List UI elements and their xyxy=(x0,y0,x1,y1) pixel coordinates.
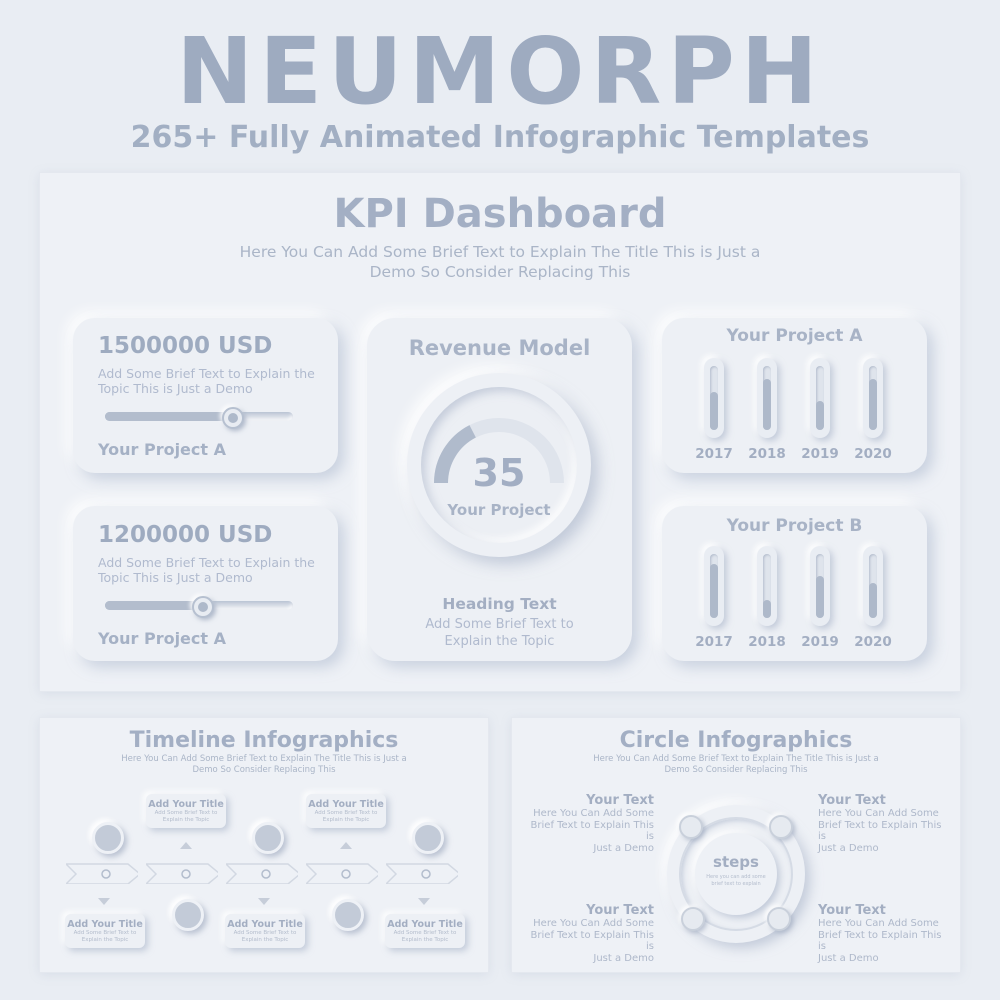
circle-title: Circle Infographics xyxy=(619,728,853,753)
gauge-outer-ring xyxy=(407,373,591,557)
timeline-pointer-5 xyxy=(418,898,430,905)
kpi-description-1: Here You Can Add Some Brief Text to Explain The Title This is Just a xyxy=(239,243,761,261)
kpi-card-2-desc-2: Topic This is Just a Demo xyxy=(98,570,253,585)
kpi-card-1-slider[interactable] xyxy=(105,412,293,421)
timeline-box-desc: Explain the Topic xyxy=(401,937,449,943)
timeline-arrow-5 xyxy=(386,862,458,884)
kpi-card-1-value: 1500000 USD xyxy=(98,333,273,359)
kpi-card-2-slider-fill xyxy=(105,601,203,610)
kpi-card-1-slider-fill xyxy=(105,412,233,421)
kpi-card-2 xyxy=(73,506,338,661)
timeline-box-5 xyxy=(385,914,465,948)
bar-fill-2019 xyxy=(816,576,824,618)
timeline-arrow-3 xyxy=(226,862,298,884)
timeline-box-desc: Add Some Brief Text to xyxy=(233,930,297,936)
circle-text-item-3 xyxy=(520,903,654,964)
main-subtitle: 265+ Fully Animated Infographic Templates xyxy=(130,120,870,155)
bar-year-label: 2020 xyxy=(854,634,892,650)
kpi-dashboard-slide xyxy=(40,173,960,691)
bar-track xyxy=(816,366,824,430)
bar-track xyxy=(816,554,824,618)
circle-item-title: Your Text xyxy=(586,793,654,808)
kpi-card-1-desc-1: Add Some Brief Text to Explain the xyxy=(98,366,315,381)
bar-slot-2018 xyxy=(757,546,777,626)
timeline-pointer-3 xyxy=(98,898,110,905)
timeline-dot-bottom-1 xyxy=(172,899,204,931)
circle-text-item-2 xyxy=(818,793,952,854)
bar-track xyxy=(763,554,771,618)
timeline-pointer-1 xyxy=(180,842,192,849)
timeline-dot-top-2 xyxy=(252,822,284,854)
circle-inner xyxy=(695,833,777,915)
kpi-title: KPI Dashboard xyxy=(333,191,667,237)
revenue-desc-2: Explain the Topic xyxy=(444,634,555,649)
circle-item-text: Just a Demo xyxy=(818,952,879,964)
circle-outer-ring xyxy=(667,805,805,943)
timeline-box-desc: Explain the Topic xyxy=(322,817,370,823)
circle-item-text: Just a Demo xyxy=(593,952,654,964)
kpi-card-1 xyxy=(73,318,338,473)
orbit-dot-bottom-left xyxy=(681,907,705,931)
circle-item-text: Brief Text to Explain This is xyxy=(818,929,942,952)
bar-fill-2020 xyxy=(869,379,877,430)
timeline-box-title: Add Your Title xyxy=(308,799,384,810)
circle-desc-2: Demo So Consider Replacing This xyxy=(664,765,808,775)
circle-desc-1: Here You Can Add Some Brief Text to Explain The Title This is Just a xyxy=(593,754,879,764)
bar-slot-2019 xyxy=(810,546,830,626)
timeline-box-title: Add Your Title xyxy=(148,799,224,810)
timeline-box-title: Add Your Title xyxy=(227,919,303,930)
bar-fill-2017 xyxy=(710,392,718,430)
revenue-heading: Heading Text xyxy=(442,595,557,613)
timeline-desc-2: Demo So Consider Replacing This xyxy=(192,765,336,775)
kpi-card-2-slider[interactable] xyxy=(105,601,293,610)
bar-fill-2019 xyxy=(816,401,824,430)
bar-slot-2017 xyxy=(704,358,724,438)
bar-card-a-title: Your Project A xyxy=(726,326,863,346)
timeline-box-3 xyxy=(65,914,145,948)
timeline-box-desc: Explain the Topic xyxy=(162,817,210,823)
timeline-desc-1: Here You Can Add Some Brief Text to Explain The Title This is Just a xyxy=(121,754,407,764)
timeline-arrow-1 xyxy=(66,862,138,884)
bar-slot-2019 xyxy=(810,358,830,438)
circle-item-text: Brief Text to Explain This is xyxy=(530,819,654,842)
circle-item-title: Your Text xyxy=(586,903,654,918)
timeline-box-desc: Add Some Brief Text to xyxy=(154,810,218,816)
orbit-dot-top-right xyxy=(769,815,793,839)
orbit-dot-bottom-right xyxy=(767,907,791,931)
bar-slot-2017 xyxy=(704,546,724,626)
timeline-pointer-2 xyxy=(340,842,352,849)
timeline-pointer-4 xyxy=(258,898,270,905)
timeline-box-desc: Add Some Brief Text to xyxy=(73,930,137,936)
kpi-card-2-slider-knob[interactable] xyxy=(192,596,214,618)
bar-fill-2020 xyxy=(869,583,877,618)
bar-track xyxy=(710,554,718,618)
bar-slot-2018 xyxy=(757,358,777,438)
timeline-arrow-2 xyxy=(146,862,218,884)
orbit-dot-top-left xyxy=(679,815,703,839)
bar-slot-2020 xyxy=(863,358,883,438)
kpi-card-1-label: Your Project A xyxy=(98,440,226,459)
bar-year-label: 2017 xyxy=(695,634,733,650)
circle-center-label: steps xyxy=(713,853,759,871)
bar-year-label: 2017 xyxy=(695,446,733,462)
bar-card-project-a xyxy=(662,318,927,473)
bar-track xyxy=(710,366,718,430)
timeline-dot-top-3 xyxy=(412,822,444,854)
kpi-card-1-desc-2: Topic This is Just a Demo xyxy=(98,381,253,396)
circle-item-title: Your Text xyxy=(818,903,886,918)
circle-item-text: Just a Demo xyxy=(593,842,654,854)
timeline-slide xyxy=(40,718,488,972)
bar-card-b-title: Your Project B xyxy=(726,516,863,536)
timeline-box-desc: Add Some Brief Text to xyxy=(393,930,457,936)
timeline-box-desc: Explain the Topic xyxy=(241,937,289,943)
timeline-title: Timeline Infographics xyxy=(129,728,399,753)
bar-year-label: 2020 xyxy=(854,446,892,462)
bar-track xyxy=(763,366,771,430)
bar-year-label: 2019 xyxy=(801,634,839,650)
circle-text-item-4 xyxy=(818,903,952,964)
circle-item-text: Here You Can Add Some xyxy=(533,808,654,819)
timeline-box-4 xyxy=(225,914,305,948)
timeline-box-title: Add Your Title xyxy=(67,919,143,930)
kpi-card-2-value: 1200000 USD xyxy=(98,522,273,548)
gauge-value: 35 xyxy=(472,451,526,495)
timeline-dot-top-1 xyxy=(92,822,124,854)
gauge-label: Your Project xyxy=(447,501,551,519)
timeline-arrow-4 xyxy=(306,862,378,884)
timeline-box-1 xyxy=(146,794,226,828)
timeline-box-desc: Add Some Brief Text to xyxy=(314,810,378,816)
revenue-model-card xyxy=(367,318,632,661)
bar-year-label: 2018 xyxy=(748,446,786,462)
revenue-model-title: Revenue Model xyxy=(408,336,591,360)
circle-item-text: Here You Can Add Some xyxy=(818,808,939,819)
bar-track xyxy=(869,554,877,618)
timeline-dot-bottom-2 xyxy=(332,899,364,931)
bar-year-label: 2018 xyxy=(748,634,786,650)
circle-slide xyxy=(512,718,960,972)
bar-year-label: 2019 xyxy=(801,446,839,462)
circle-item-text: Brief Text to Explain This is xyxy=(530,929,654,952)
kpi-card-2-desc-1: Add Some Brief Text to Explain the xyxy=(98,555,315,570)
kpi-card-2-label: Your Project A xyxy=(98,629,226,648)
kpi-description-2: Demo So Consider Replacing This xyxy=(369,263,631,281)
bar-fill-2018 xyxy=(763,600,771,618)
bar-fill-2018 xyxy=(763,379,771,430)
circle-item-text: Here You Can Add Some xyxy=(533,918,654,929)
circle-text-item-1 xyxy=(520,793,654,854)
main-title: NEUMORPH xyxy=(176,18,824,125)
circle-item-text: Here You Can Add Some xyxy=(818,918,939,929)
bar-fill-2017 xyxy=(710,564,718,618)
bar-card-project-b xyxy=(662,506,927,661)
bar-slot-2020 xyxy=(863,546,883,626)
circle-center-desc-1: Here you can add some xyxy=(706,874,766,880)
circle-center-desc-2: brief text to explain xyxy=(711,881,761,887)
circle-item-title: Your Text xyxy=(818,793,886,808)
timeline-box-title: Add Your Title xyxy=(387,919,463,930)
circle-item-text: Brief Text to Explain This is xyxy=(818,819,942,842)
kpi-card-1-slider-knob[interactable] xyxy=(222,407,244,429)
timeline-box-desc: Explain the Topic xyxy=(81,937,129,943)
revenue-desc-1: Add Some Brief Text to xyxy=(425,617,574,632)
timeline-box-2 xyxy=(306,794,386,828)
bar-track xyxy=(869,366,877,430)
circle-item-text: Just a Demo xyxy=(818,842,879,854)
